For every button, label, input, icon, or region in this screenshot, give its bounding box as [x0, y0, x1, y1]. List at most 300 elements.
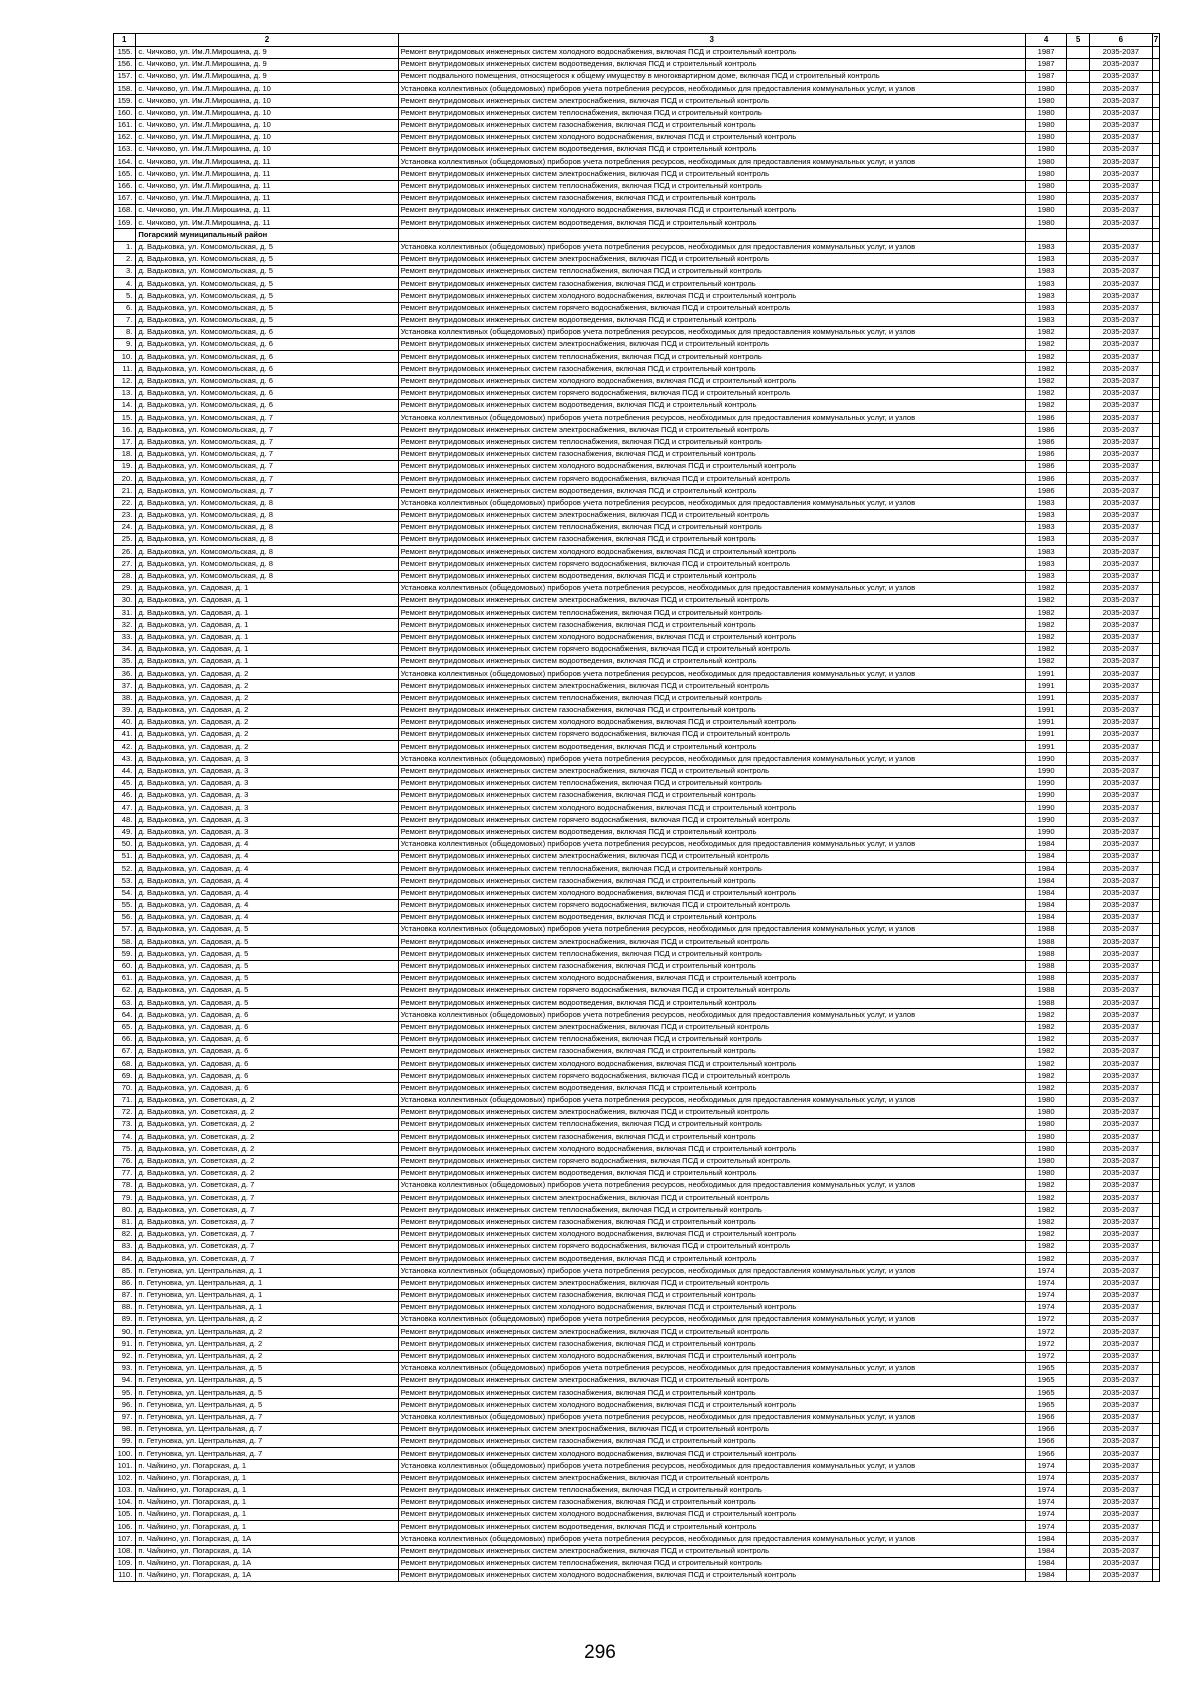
work-type: Ремонт внутридомовых инженерных систем горячего водоснабжения, включая ПСД и строительный контроль	[398, 302, 1025, 314]
col-5	[1067, 192, 1089, 204]
table-row	[114, 1216, 1160, 1228]
period: 2035-2037	[1089, 1448, 1152, 1460]
build-year: 1988	[1025, 985, 1067, 997]
build-year: 1972	[1025, 1350, 1067, 1362]
build-year: 1982	[1025, 400, 1067, 412]
work-type: Ремонт внутридомовых инженерных систем электроснабжения, включая ПСД и строительный контроль	[398, 680, 1025, 692]
address: д. Вадьковка, ул. Комсомольская, д. 6	[136, 363, 398, 375]
table-row	[114, 814, 1160, 826]
row-number: 165.	[114, 168, 136, 180]
col-7	[1152, 473, 1159, 485]
table-row	[114, 485, 1160, 497]
col-7	[1152, 838, 1159, 850]
build-year: 1983	[1025, 558, 1067, 570]
build-year: 1966	[1025, 1435, 1067, 1447]
work-type: Установка коллективных (общедомовых) приборов учета потребления ресурсов, необходимых для предоставления коммунальных услуг, и узлов	[398, 1009, 1025, 1021]
build-year: 1991	[1025, 741, 1067, 753]
period: 2035-2037	[1089, 497, 1152, 509]
build-year: 1988	[1025, 924, 1067, 936]
period: 2035-2037	[1089, 887, 1152, 899]
col-5	[1067, 911, 1089, 923]
row-number: 95.	[114, 1387, 136, 1399]
table-row	[114, 241, 1160, 253]
row-number: 90.	[114, 1326, 136, 1338]
address: п. Чайкино, ул. Погарская, д. 1А	[136, 1570, 398, 1582]
address: д. Вадьковка, ул. Садовая, д. 1	[136, 582, 398, 594]
row-number: 16.	[114, 424, 136, 436]
work-type: Ремонт внутридомовых инженерных систем электроснабжения, включая ПСД и строительный контроль	[398, 936, 1025, 948]
period	[1089, 229, 1152, 241]
section-row	[114, 229, 1160, 241]
period: 2035-2037	[1089, 1253, 1152, 1265]
build-year: 1990	[1025, 753, 1067, 765]
work-type: Установка коллективных (общедомовых) приборов учета потребления ресурсов, необходимых для предоставления коммунальных услуг, и узлов	[398, 1180, 1025, 1192]
address: п. Гетуновка, ул. Центральная, д. 5	[136, 1375, 398, 1387]
work-type: Ремонт внутридомовых инженерных систем холодного водоснабжения, включая ПСД и строительный контроль	[398, 1301, 1025, 1313]
work-type: Ремонт внутридомовых инженерных систем газоснабжения, включая ПСД и строительный контроль	[398, 363, 1025, 375]
period: 2035-2037	[1089, 1265, 1152, 1277]
col-7	[1152, 729, 1159, 741]
col-5	[1067, 704, 1089, 716]
work-type: Ремонт внутридомовых инженерных систем горячего водоснабжения, включая ПСД и строительный контроль	[398, 985, 1025, 997]
col-7	[1152, 997, 1159, 1009]
row-number: 79.	[114, 1192, 136, 1204]
work-type: Ремонт внутридомовых инженерных систем электроснабжения, включая ПСД и строительный контроль	[398, 1545, 1025, 1557]
work-type: Ремонт внутридомовых инженерных систем холодного водоснабжения, включая ПСД и строительный контроль	[398, 1509, 1025, 1521]
row-number: 73.	[114, 1119, 136, 1131]
col-5	[1067, 1472, 1089, 1484]
work-type: Ремонт внутридомовых инженерных систем теплоснабжения, включая ПСД и строительный контроль	[398, 692, 1025, 704]
col-7	[1152, 168, 1159, 180]
address: д. Вадьковка, ул. Советская, д. 2	[136, 1131, 398, 1143]
row-number: 24.	[114, 521, 136, 533]
build-year: 1983	[1025, 314, 1067, 326]
col-5	[1067, 1228, 1089, 1240]
table-row	[114, 156, 1160, 168]
row-number: 4.	[114, 278, 136, 290]
address: д. Вадьковка, ул. Садовая, д. 1	[136, 607, 398, 619]
table-row	[114, 1423, 1160, 1435]
row-number: 168.	[114, 205, 136, 217]
col-5	[1067, 229, 1089, 241]
col-7	[1152, 1448, 1159, 1460]
row-number: 70.	[114, 1082, 136, 1094]
table-row	[114, 58, 1160, 70]
work-type: Ремонт внутридомовых инженерных систем холодного водоснабжения, включая ПСД и строительный контроль	[398, 1143, 1025, 1155]
address: д. Вадьковка, ул. Комсомольская, д. 7	[136, 436, 398, 448]
address: с. Чичково, ул. Им.Л.Мирошина, д. 10	[136, 144, 398, 156]
build-year: 1965	[1025, 1387, 1067, 1399]
address: п. Гетуновка, ул. Центральная, д. 2	[136, 1338, 398, 1350]
col-7	[1152, 1167, 1159, 1179]
period: 2035-2037	[1089, 1484, 1152, 1496]
row-number: 80.	[114, 1204, 136, 1216]
build-year: 1974	[1025, 1496, 1067, 1508]
col-7	[1152, 448, 1159, 460]
work-type: Установка коллективных (общедомовых) приборов учета потребления ресурсов, необходимых для предоставления коммунальных услуг, и узлов	[398, 582, 1025, 594]
col-7	[1152, 1521, 1159, 1533]
address: д. Вадьковка, ул. Садовая, д. 4	[136, 887, 398, 899]
table-row	[114, 375, 1160, 387]
table-row	[114, 1399, 1160, 1411]
address: д. Вадьковка, ул. Садовая, д. 4	[136, 875, 398, 887]
period: 2035-2037	[1089, 485, 1152, 497]
work-type: Ремонт внутридомовых инженерных систем водоотведения, включая ПСД и строительный контроль	[398, 1167, 1025, 1179]
col-7	[1152, 351, 1159, 363]
build-year: 1980	[1025, 1106, 1067, 1118]
work-type: Ремонт внутридомовых инженерных систем теплоснабжения, включая ПСД и строительный контроль	[398, 351, 1025, 363]
address: д. Вадьковка, ул. Садовая, д. 6	[136, 1070, 398, 1082]
period: 2035-2037	[1089, 936, 1152, 948]
address: с. Чичково, ул. Им.Л.Мирошина, д. 9	[136, 58, 398, 70]
row-number: 42.	[114, 741, 136, 753]
address: с. Чичково, ул. Им.Л.Мирошина, д. 11	[136, 205, 398, 217]
col-5	[1067, 582, 1089, 594]
row-number: 82.	[114, 1228, 136, 1240]
build-year: 1980	[1025, 180, 1067, 192]
table-row	[114, 1106, 1160, 1118]
table-row	[114, 144, 1160, 156]
build-year: 1980	[1025, 205, 1067, 217]
col-5	[1067, 534, 1089, 546]
address: с. Чичково, ул. Им.Л.Мирошина, д. 10	[136, 119, 398, 131]
row-number: 87.	[114, 1289, 136, 1301]
build-year: 1974	[1025, 1289, 1067, 1301]
work-type: Ремонт внутридомовых инженерных систем теплоснабжения, включая ПСД и строительный контроль	[398, 436, 1025, 448]
period: 2035-2037	[1089, 1326, 1152, 1338]
period: 2035-2037	[1089, 1070, 1152, 1082]
period: 2035-2037	[1089, 192, 1152, 204]
work-type: Установка коллективных (общедомовых) приборов учета потребления ресурсов, необходимых для предоставления коммунальных услуг, и узлов	[398, 1411, 1025, 1423]
row-number: 43.	[114, 753, 136, 765]
col-5	[1067, 1533, 1089, 1545]
period: 2035-2037	[1089, 1521, 1152, 1533]
col-5	[1067, 107, 1089, 119]
col-5	[1067, 1265, 1089, 1277]
period: 2035-2037	[1089, 1314, 1152, 1326]
work-type: Ремонт внутридомовых инженерных систем холодного водоснабжения, включая ПСД и строительный контроль	[398, 1448, 1025, 1460]
col-7	[1152, 375, 1159, 387]
col-5	[1067, 46, 1089, 58]
table-row	[114, 497, 1160, 509]
table-row	[114, 314, 1160, 326]
col-5	[1067, 1350, 1089, 1362]
table-row	[114, 1314, 1160, 1326]
build-year: 1982	[1025, 1045, 1067, 1057]
row-number: 92.	[114, 1350, 136, 1362]
row-number: 105.	[114, 1509, 136, 1521]
table-row	[114, 1484, 1160, 1496]
period: 2035-2037	[1089, 997, 1152, 1009]
row-number: 48.	[114, 814, 136, 826]
work-type: 3	[398, 34, 1025, 47]
table-row	[114, 205, 1160, 217]
build-year: 1966	[1025, 1448, 1067, 1460]
table-row	[114, 924, 1160, 936]
work-type: Ремонт внутридомовых инженерных систем электроснабжения, включая ПСД и строительный контроль	[398, 1192, 1025, 1204]
work-type: Ремонт внутридомовых инженерных систем холодного водоснабжения, включая ПСД и строительный контроль	[398, 546, 1025, 558]
build-year: 1990	[1025, 802, 1067, 814]
build-year: 1982	[1025, 326, 1067, 338]
table-row	[114, 509, 1160, 521]
row-number: 169.	[114, 217, 136, 229]
work-type: Ремонт внутридомовых инженерных систем холодного водоснабжения, включая ПСД и строительный контроль	[398, 716, 1025, 728]
period: 2035-2037	[1089, 960, 1152, 972]
address: с. Чичково, ул. Им.Л.Мирошина, д. 11	[136, 192, 398, 204]
col-7	[1152, 875, 1159, 887]
period: 2035-2037	[1089, 363, 1152, 375]
col-7	[1152, 1314, 1159, 1326]
period: 2035-2037	[1089, 424, 1152, 436]
work-type: Ремонт внутридомовых инженерных систем водоотведения, включая ПСД и строительный контроль	[398, 741, 1025, 753]
col-7	[1152, 1423, 1159, 1435]
col-7	[1152, 1045, 1159, 1057]
col-7	[1152, 668, 1159, 680]
period: 2035-2037	[1089, 1289, 1152, 1301]
col-5	[1067, 1021, 1089, 1033]
address: д. Вадьковка, ул. Садовая, д. 3	[136, 790, 398, 802]
table-row	[114, 558, 1160, 570]
build-year: 1984	[1025, 850, 1067, 862]
address: д. Вадьковка, ул. Садовая, д. 3	[136, 814, 398, 826]
address: д. Вадьковка, ул. Комсомольская, д. 7	[136, 424, 398, 436]
period: 2035-2037	[1089, 753, 1152, 765]
table-row	[114, 1082, 1160, 1094]
period: 2035-2037	[1089, 95, 1152, 107]
address: п. Гетуновка, ул. Центральная, д. 1	[136, 1301, 398, 1313]
col-5	[1067, 838, 1089, 850]
build-year: 1991	[1025, 668, 1067, 680]
row-number: 32.	[114, 619, 136, 631]
work-type: Ремонт внутридомовых инженерных систем теплоснабжения, включая ПСД и строительный контроль	[398, 777, 1025, 789]
row-number: 88.	[114, 1301, 136, 1313]
table-row	[114, 1545, 1160, 1557]
address: д. Вадьковка, ул. Садовая, д. 2	[136, 668, 398, 680]
address: п. Чайкино, ул. Погарская, д. 1А	[136, 1545, 398, 1557]
period: 2035-2037	[1089, 1009, 1152, 1021]
col-5	[1067, 290, 1089, 302]
col-7	[1152, 314, 1159, 326]
table-row	[114, 1143, 1160, 1155]
col-5	[1067, 1521, 1089, 1533]
col-5	[1067, 131, 1089, 143]
col-5	[1067, 887, 1089, 899]
address: д. Вадьковка, ул. Комсомольская, д. 6	[136, 326, 398, 338]
build-year: 1982	[1025, 1204, 1067, 1216]
period: 2035-2037	[1089, 265, 1152, 277]
col-7	[1152, 1375, 1159, 1387]
address: д. Вадьковка, ул. Садовая, д. 4	[136, 863, 398, 875]
build-year: 1987	[1025, 58, 1067, 70]
build-year: 1965	[1025, 1375, 1067, 1387]
period: 2035-2037	[1089, 217, 1152, 229]
build-year: 1986	[1025, 473, 1067, 485]
work-type: Ремонт внутридомовых инженерных систем теплоснабжения, включая ПСД и строительный контроль	[398, 1557, 1025, 1569]
period: 2035-2037	[1089, 509, 1152, 521]
work-type: Ремонт внутридомовых инженерных систем газоснабжения, включая ПСД и строительный контроль	[398, 192, 1025, 204]
row-number: 27.	[114, 558, 136, 570]
row-number: 98.	[114, 1423, 136, 1435]
period: 2035-2037	[1089, 1460, 1152, 1472]
build-year: 1966	[1025, 1423, 1067, 1435]
address: п. Гетуновка, ул. Центральная, д. 7	[136, 1448, 398, 1460]
row-number: 84.	[114, 1253, 136, 1265]
period: 2035-2037	[1089, 326, 1152, 338]
col-7	[1152, 156, 1159, 168]
build-year: 1984	[1025, 1570, 1067, 1582]
col-5	[1067, 278, 1089, 290]
work-type: Установка коллективных (общедомовых) приборов учета потребления ресурсов, необходимых для предоставления коммунальных услуг, и узлов	[398, 83, 1025, 95]
table-row	[114, 911, 1160, 923]
period: 2035-2037	[1089, 1094, 1152, 1106]
period: 2035-2037	[1089, 400, 1152, 412]
col-5	[1067, 302, 1089, 314]
col-5	[1067, 753, 1089, 765]
build-year: 1984	[1025, 911, 1067, 923]
table-row	[114, 1435, 1160, 1447]
col-5	[1067, 716, 1089, 728]
period: 2035-2037	[1089, 168, 1152, 180]
work-type: Установка коллективных (общедомовых) приборов учета потребления ресурсов, необходимых для предоставления коммунальных услуг, и узлов	[398, 924, 1025, 936]
address: д. Вадьковка, ул. Садовая, д. 1	[136, 643, 398, 655]
row-number: 5.	[114, 290, 136, 302]
period: 2035-2037	[1089, 387, 1152, 399]
col-7	[1152, 1265, 1159, 1277]
address: п. Чайкино, ул. Погарская, д. 1	[136, 1460, 398, 1472]
col-5	[1067, 1082, 1089, 1094]
period: 2035-2037	[1089, 180, 1152, 192]
col-5	[1067, 1399, 1089, 1411]
work-type: Ремонт внутридомовых инженерных систем водоотведения, включая ПСД и строительный контроль	[398, 570, 1025, 582]
table-row	[114, 546, 1160, 558]
address: д. Вадьковка, ул. Комсомольская, д. 5	[136, 278, 398, 290]
col-5	[1067, 546, 1089, 558]
period: 2035-2037	[1089, 448, 1152, 460]
build-year: 1982	[1025, 1082, 1067, 1094]
col-7	[1152, 131, 1159, 143]
build-year: 1972	[1025, 1338, 1067, 1350]
build-year: 1980	[1025, 1143, 1067, 1155]
address: п. Чайкино, ул. Погарская, д. 1А	[136, 1533, 398, 1545]
col-5	[1067, 692, 1089, 704]
row-number: 19.	[114, 460, 136, 472]
table-row	[114, 1448, 1160, 1460]
period: 2035-2037	[1089, 692, 1152, 704]
table-row	[114, 631, 1160, 643]
col-7	[1152, 1289, 1159, 1301]
col-7	[1152, 850, 1159, 862]
col-5	[1067, 265, 1089, 277]
table-row	[114, 1411, 1160, 1423]
address: д. Вадьковка, ул. Комсомольская, д. 8	[136, 546, 398, 558]
work-type: Ремонт внутридомовых инженерных систем теплоснабжения, включая ПСД и строительный контроль	[398, 607, 1025, 619]
period: 2035-2037	[1089, 802, 1152, 814]
table-row	[114, 1265, 1160, 1277]
period: 2035-2037	[1089, 314, 1152, 326]
row-number: 8.	[114, 326, 136, 338]
row-number: 110.	[114, 1570, 136, 1582]
work-type: Ремонт внутридомовых инженерных систем холодного водоснабжения, включая ПСД и строительный контроль	[398, 887, 1025, 899]
work-type: Ремонт внутридомовых инженерных систем водоотведения, включая ПСД и строительный контроль	[398, 217, 1025, 229]
period: 2035-2037	[1089, 1155, 1152, 1167]
work-type: Ремонт внутридомовых инженерных систем холодного водоснабжения, включая ПСД и строительный контроль	[398, 1228, 1025, 1240]
work-type: Ремонт внутридомовых инженерных систем холодного водоснабжения, включая ПСД и строительный контроль	[398, 46, 1025, 58]
address: п. Гетуновка, ул. Центральная, д. 2	[136, 1314, 398, 1326]
row-number: 13.	[114, 387, 136, 399]
col-5	[1067, 972, 1089, 984]
work-type: Ремонт внутридомовых инженерных систем газоснабжения, включая ПСД и строительный контроль	[398, 1496, 1025, 1508]
address: д. Вадьковка, ул. Садовая, д. 4	[136, 838, 398, 850]
row-number: 10.	[114, 351, 136, 363]
col-5	[1067, 1289, 1089, 1301]
work-type: Ремонт внутридомовых инженерных систем холодного водоснабжения, включая ПСД и строительный контроль	[398, 131, 1025, 143]
col-7	[1152, 497, 1159, 509]
period: 2035-2037	[1089, 863, 1152, 875]
period: 2035-2037	[1089, 1240, 1152, 1252]
col-5	[1067, 1216, 1089, 1228]
work-type: Ремонт внутридомовых инженерных систем электроснабжения, включая ПСД и строительный контроль	[398, 339, 1025, 351]
table-row	[114, 290, 1160, 302]
col-7	[1152, 534, 1159, 546]
address: д. Вадьковка, ул. Комсомольская, д. 5	[136, 290, 398, 302]
table-row	[114, 1326, 1160, 1338]
address: с. Чичково, ул. Им.Л.Мирошина, д. 10	[136, 95, 398, 107]
period: 2035-2037	[1089, 1106, 1152, 1118]
col-5	[1067, 1423, 1089, 1435]
col-7	[1152, 1106, 1159, 1118]
work-type: Установка коллективных (общедомовых) приборов учета потребления ресурсов, необходимых для предоставления коммунальных услуг, и узлов	[398, 1314, 1025, 1326]
period: 2035-2037	[1089, 107, 1152, 119]
col-5	[1067, 1338, 1089, 1350]
col-7	[1152, 1155, 1159, 1167]
row-number: 85.	[114, 1265, 136, 1277]
col-5	[1067, 326, 1089, 338]
build-year: 1986	[1025, 436, 1067, 448]
period: 2035-2037	[1089, 156, 1152, 168]
work-type: Установка коллективных (общедомовых) приборов учета потребления ресурсов, необходимых для предоставления коммунальных услуг, и узлов	[398, 412, 1025, 424]
col-7	[1152, 692, 1159, 704]
col-7	[1152, 814, 1159, 826]
col-7	[1152, 460, 1159, 472]
table-row	[114, 1094, 1160, 1106]
work-type: Ремонт внутридомовых инженерных систем электроснабжения, включая ПСД и строительный контроль	[398, 850, 1025, 862]
row-number: 35.	[114, 655, 136, 667]
build-year: 1984	[1025, 1533, 1067, 1545]
address: п. Чайкино, ул. Погарская, д. 1	[136, 1472, 398, 1484]
build-year: 1980	[1025, 83, 1067, 95]
work-type: Ремонт внутридомовых инженерных систем холодного водоснабжения, включая ПСД и строительный контроль	[398, 290, 1025, 302]
build-year: 1982	[1025, 631, 1067, 643]
row-number: 22.	[114, 497, 136, 509]
address: д. Вадьковка, ул. Комсомольская, д. 5	[136, 302, 398, 314]
period: 2035-2037	[1089, 1472, 1152, 1484]
row-number: 11.	[114, 363, 136, 375]
col-5	[1067, 351, 1089, 363]
build-year: 1984	[1025, 1545, 1067, 1557]
table-row	[114, 863, 1160, 875]
work-type: Ремонт внутридомовых инженерных систем электроснабжения, включая ПСД и строительный контроль	[398, 1277, 1025, 1289]
row-number: 30.	[114, 595, 136, 607]
row-number: 29.	[114, 582, 136, 594]
row-number: 81.	[114, 1216, 136, 1228]
table-row	[114, 619, 1160, 631]
period: 2035-2037	[1089, 1362, 1152, 1374]
table-row	[114, 887, 1160, 899]
period: 2035-2037	[1089, 83, 1152, 95]
col-7	[1152, 753, 1159, 765]
work-type: Ремонт внутридомовых инженерных систем водоотведения, включая ПСД и строительный контроль	[398, 1253, 1025, 1265]
page-number: 296	[584, 1642, 616, 1663]
